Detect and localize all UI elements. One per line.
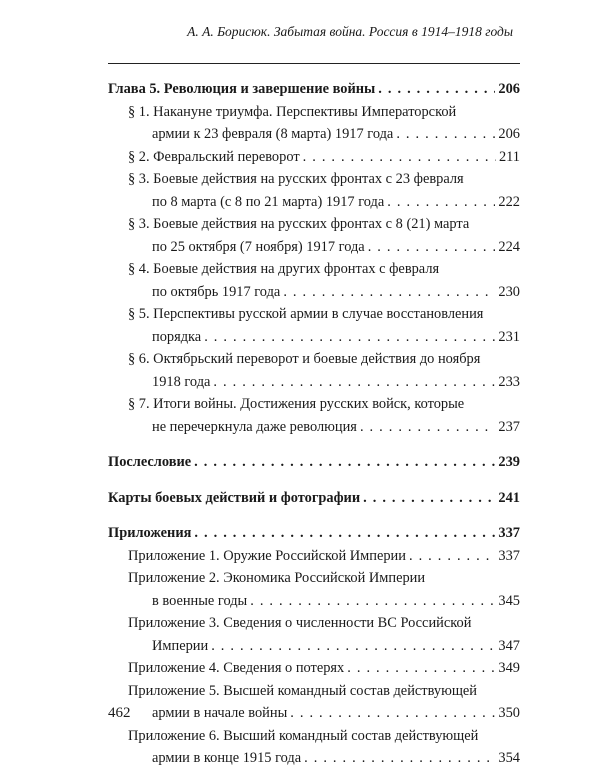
- toc-afterword: [108, 451, 520, 474]
- leader-dots: [363, 487, 495, 510]
- leader-dots: [290, 702, 495, 725]
- toc-section-text: § 1. Накануне триумфа. Перспективы Императорской: [128, 103, 457, 120]
- toc-page-number: 239: [498, 454, 520, 470]
- leader-dots: [211, 635, 495, 658]
- toc-page-number: 337: [498, 525, 520, 541]
- toc-appendix-text: Приложение 2. Экономика Российской Империи: [128, 570, 426, 586]
- toc-page-number: 206: [498, 126, 520, 142]
- toc-appendices: [108, 522, 520, 545]
- toc-page-number: 241: [498, 489, 520, 506]
- toc-page-number: 222: [498, 193, 520, 210]
- toc-appendix-text: Приложение 1. Оружие Российской Империи: [128, 547, 406, 564]
- toc-page-number: 230: [498, 283, 520, 300]
- toc-appendix: [108, 612, 520, 657]
- toc-section-text: § 5. Перспективы русской армии в случае восстановления: [128, 306, 484, 322]
- toc-section-text: армии к 23 февраля (8 марта) 1917 года: [152, 126, 394, 142]
- toc-section-text: § 2. Февральский переворот: [128, 148, 300, 165]
- table-of-contents: [108, 78, 520, 770]
- page-number: 462: [108, 705, 131, 721]
- toc-chapter-title: Приложения: [108, 525, 192, 541]
- leader-dots: [303, 146, 496, 169]
- toc-page-number: 237: [498, 418, 520, 435]
- toc-section: [108, 303, 520, 348]
- toc-section-text: 1918 года: [152, 373, 211, 390]
- toc-page-number: 206: [498, 81, 520, 97]
- toc-section-text: § 3. Боевые действия на русских фронтах с 8 (21) марта: [128, 216, 470, 232]
- toc-page-number: 233: [498, 373, 520, 390]
- toc-page-number: 354: [498, 750, 520, 766]
- toc-page-number: 337: [498, 547, 520, 564]
- toc-section-text: § 6. Октябрьский переворот и боевые действия до ноября: [128, 351, 481, 367]
- leader-dots: [304, 747, 495, 770]
- toc-chapter-5: [108, 78, 520, 101]
- toc-chapter-title: Карты боевых действий и фотографии: [108, 489, 361, 506]
- toc-appendix-text: в военные годы: [152, 592, 248, 609]
- header-rule: [108, 63, 520, 64]
- toc-page-number: 350: [498, 705, 520, 721]
- toc-section-text: не перечеркнула даже революция: [152, 418, 357, 435]
- toc-section-text: по 8 марта (с 8 по 21 марта) 1917 года: [152, 193, 385, 210]
- leader-dots: [396, 123, 495, 146]
- toc-appendix: [108, 567, 520, 612]
- leader-dots: [194, 451, 495, 474]
- leader-dots: [409, 545, 495, 568]
- leader-dots: [194, 522, 495, 545]
- leader-dots: [387, 191, 495, 214]
- toc-section: [108, 258, 520, 303]
- toc-section-text: по октябрь 1917 года: [152, 283, 281, 300]
- toc-appendix: [108, 680, 520, 725]
- leader-dots: [368, 236, 496, 259]
- toc-section-text: § 7. Итоги войны. Достижения русских войск, которые: [128, 396, 465, 412]
- toc-chapter-title: Послесловие: [108, 454, 192, 470]
- leader-dots: [204, 326, 495, 349]
- toc-section-text: § 4. Боевые действия на других фронтах с февраля: [128, 261, 440, 277]
- toc-appendix-text: Приложение 3. Сведения о численности ВС Российской: [128, 615, 472, 631]
- toc-appendix: [108, 725, 520, 770]
- toc-page-number: 345: [498, 592, 520, 609]
- leader-dots: [360, 416, 495, 439]
- toc-page-number: 349: [498, 660, 520, 676]
- toc-section: [108, 393, 520, 438]
- toc-page-number: 211: [498, 148, 520, 165]
- toc-section: [108, 101, 520, 146]
- leader-dots: [378, 78, 495, 101]
- toc-maps: [108, 487, 520, 510]
- toc-section: [108, 348, 520, 393]
- toc-section: [108, 146, 520, 169]
- running-head: А. А. Борисюк. Забытая война. Россия в 1914–1918 годы: [187, 24, 513, 39]
- toc-appendix: [108, 657, 520, 680]
- toc-section: [108, 168, 520, 213]
- leader-dots: [283, 281, 495, 304]
- toc-appendix-text: Приложение 5. Высшей командный состав действующей: [128, 682, 477, 699]
- toc-appendix-text: Империи: [152, 637, 209, 654]
- toc-page-number: 231: [498, 328, 520, 345]
- toc-chapter-title: Глава 5. Революция и завершение войны: [108, 81, 376, 97]
- leader-dots: [347, 657, 495, 680]
- toc-section-text: § 3. Боевые действия на русских фронтах с 23 февраля: [128, 171, 464, 187]
- toc-page-number: 347: [498, 637, 520, 654]
- toc-appendix-text: армии в начале войны: [152, 705, 288, 721]
- toc-page-number: 224: [498, 238, 520, 255]
- toc-appendix-text: Приложение 6. Высший командный состав действующей: [128, 727, 479, 744]
- toc-appendix-text: армии в конце 1915 года: [152, 750, 302, 766]
- toc-section: [108, 213, 520, 258]
- leader-dots: [213, 371, 495, 394]
- toc-appendix-text: Приложение 4. Сведения о потерях: [128, 660, 345, 676]
- toc-section-text: по 25 октября (7 ноября) 1917 года: [152, 238, 365, 255]
- toc-section-text: порядка: [152, 328, 202, 345]
- toc-appendix: [108, 545, 520, 568]
- leader-dots: [250, 590, 495, 613]
